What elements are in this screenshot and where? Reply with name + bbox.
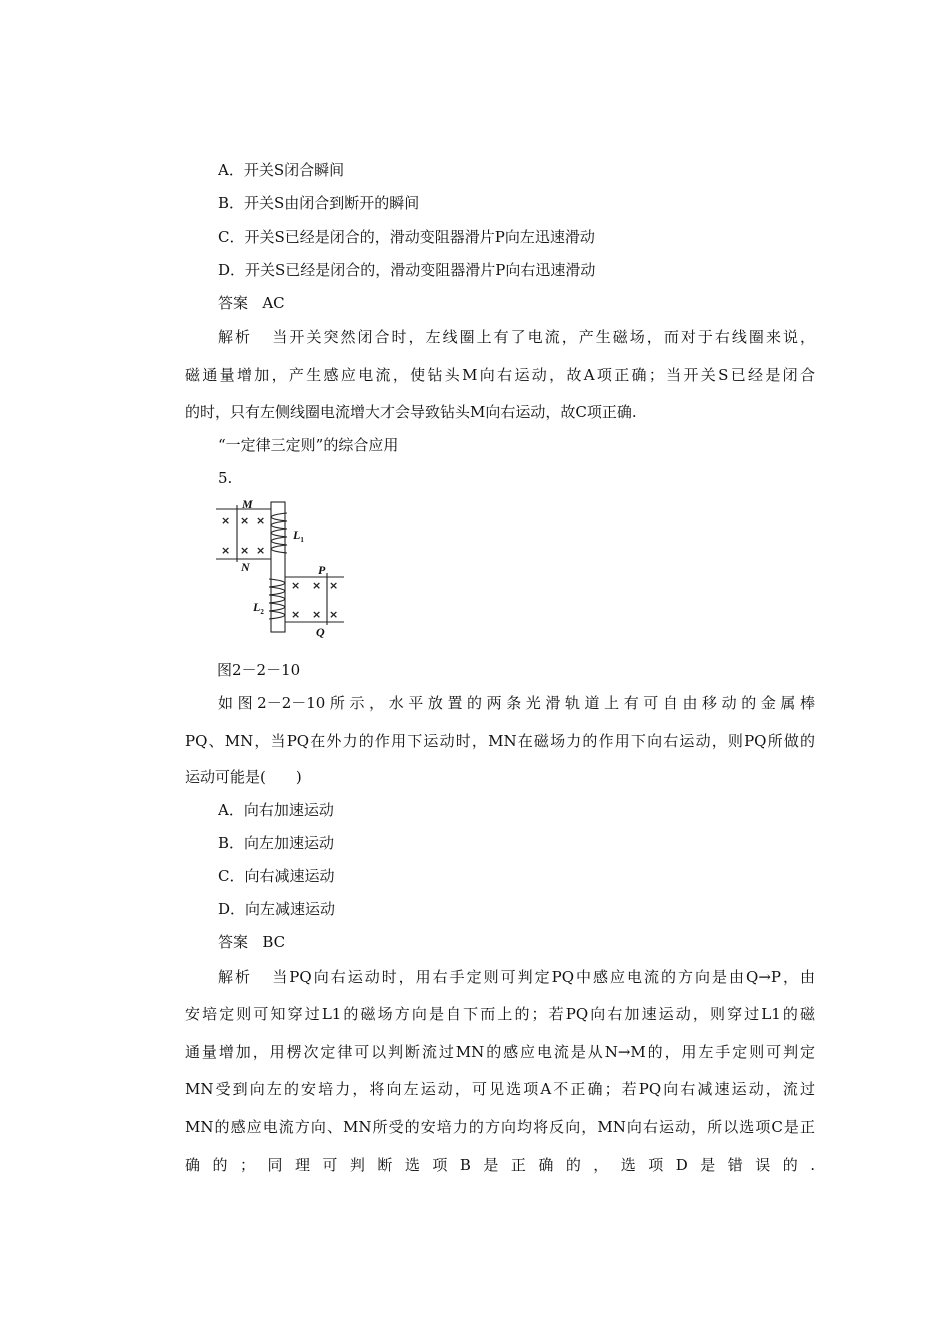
cross-mark: × [240,514,250,527]
q4-option-c: C．开关S已经是闭合的，滑动变阻器滑片P向左迅速滑动 [218,228,595,246]
label-q: Q [316,625,325,639]
answer-value: AC [262,294,285,312]
q5-option-b: B．向左加速运动 [218,834,335,852]
cross-mark: × [312,579,322,592]
label-l1: $L_1$ [293,528,304,544]
cross-mark: × [329,579,339,592]
q5-analysis-line-5: MN的感应电流方向、MN所受的安培力的方向均将反向，MN向右运动，所以选项C是正 [185,1118,815,1136]
label-l2: $L_2$ [253,600,264,616]
label-n: N [241,560,250,574]
q5-stem-line-2: PQ、MN，当PQ在外力的作用下运动时，MN在磁场力的作用下向右运动，则PQ所做的 [185,732,815,750]
rail-coil-figure [216,497,351,642]
analysis-label: 解析 [218,328,253,346]
section-title: “一定律三定则”的综合应用 [218,436,399,454]
answer-value: BC [262,933,286,951]
q5-analysis-line-3: 通量增加，用楞次定律可以判断流过MN的感应电流是从N→M的，用左手定则可判定 [185,1043,815,1061]
cross-mark: × [291,579,301,592]
q4-answer [218,293,848,313]
figure-caption: 图2－2－10 [217,661,301,679]
q4-analysis-line-2: 磁通量增加，产生感应电流，使钻头M向右运动，故A项正确；当开关S已经是闭合 [185,366,815,384]
q5-option-c: C．向右减速运动 [218,867,335,885]
q4-analysis-line-1 [218,327,815,347]
q4-option-b: B．开关S由闭合到断开的瞬间 [218,194,420,212]
q5-analysis-line-4: MN受到向左的安培力，将向左运动，可见选项A不正确；若PQ向右减速运动，流过 [185,1080,815,1098]
q4-option-d: D．开关S已经是闭合的，滑动变阻器滑片P向右迅速滑动 [218,261,596,279]
answer-label: 答案 [218,933,249,951]
answer-label: 答案 [218,294,249,312]
q4-option-a: A．开关S闭合瞬间 [218,161,345,179]
q5-answer [218,932,848,952]
q5-stem-line-1: 如图2－2－10所示，水平放置的两条光滑轨道上有可自由移动的金属棒 [218,694,815,712]
q5-analysis-line-1 [218,967,815,987]
analysis-label: 解析 [218,968,252,986]
q5-option-d: D．向左减速运动 [218,900,336,918]
q5-stem-line-3: 运动可能是( ) [185,768,302,786]
cross-mark: × [291,608,301,621]
analysis-text: 当PQ向右运动时，用右手定则可判定PQ中感应电流的方向是由Q→P，由 [272,968,815,986]
cross-mark: × [221,514,231,527]
cross-mark: × [312,608,322,621]
label-m: M [242,497,253,511]
cross-mark: × [256,514,266,527]
cross-mark: × [221,544,231,557]
q5-analysis-line-6: 确的；同理可判断选项B是正确的，选项D是错误的. [185,1156,815,1174]
cross-mark: × [256,544,266,557]
q5-number: 5. [218,469,233,487]
q4-analysis-line-3: 的时，只有左侧线圈电流增大才会导致钻头M向右运动，故C项正确. [185,403,637,421]
cross-mark: × [240,544,250,557]
q5-option-a: A．向右加速运动 [218,801,334,819]
label-p: P [318,563,326,577]
cross-mark: × [329,608,339,621]
analysis-text: 当开关突然闭合时，左线圈上有了电流，产生磁场，而对于右线圈来说， [272,328,815,346]
q5-analysis-line-2: 安培定则可知穿过L1的磁场方向是自下而上的；若PQ向右加速运动，则穿过L1的磁 [185,1005,815,1023]
